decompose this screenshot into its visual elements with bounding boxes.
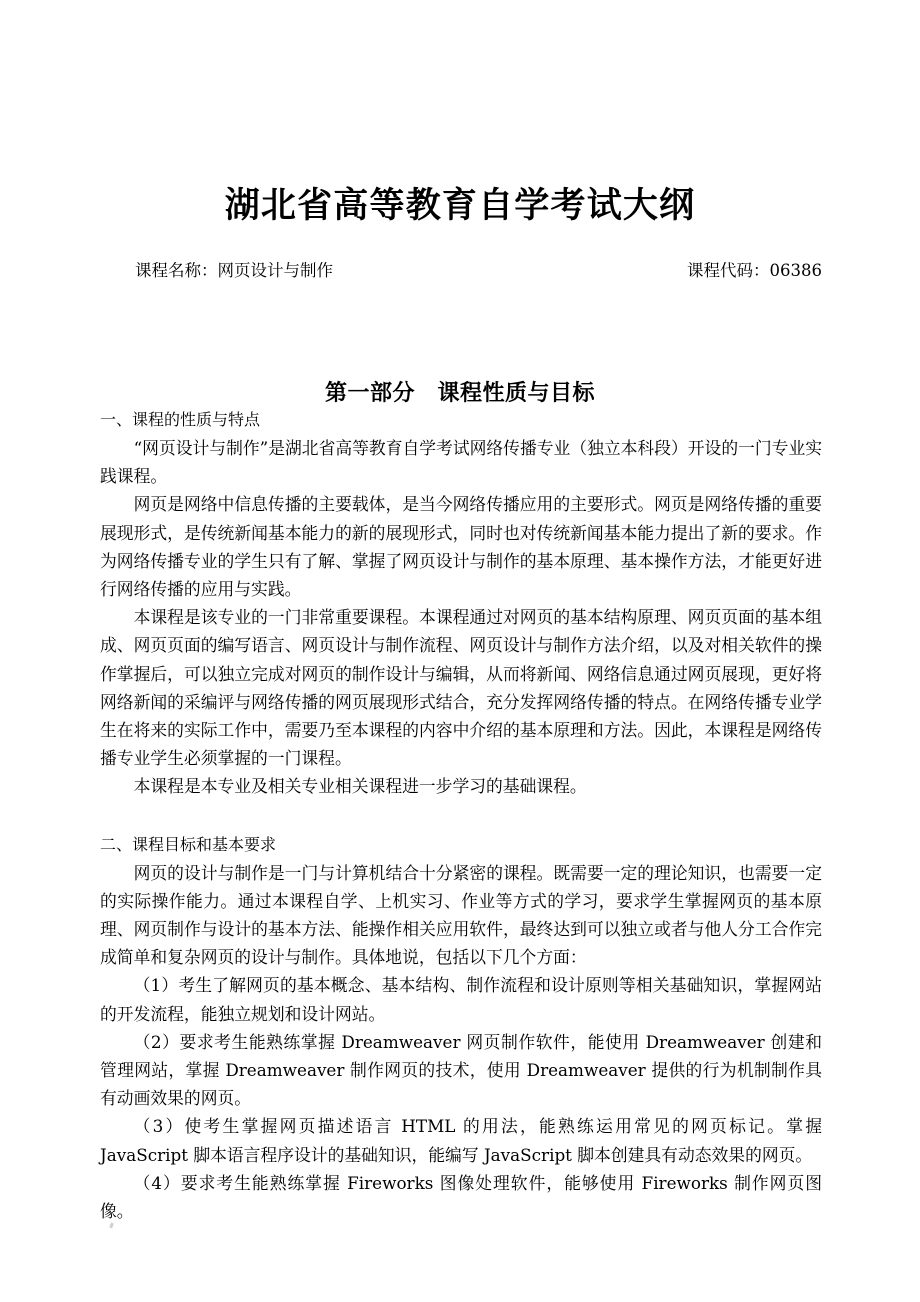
section-1-paragraph-1: “网页设计与制作”是湖北省高等教育自学考试网络传播专业（独立本科段）开设的一门专业实践课程。 [100,438,823,487]
section-heading-2: 二、课程目标和基本要求 [100,834,277,854]
section-1-paragraph-4: 本课程是本专业及相关专业相关课程进一步学习的基础课程。 [133,776,587,797]
section-heading-1: 一、课程的性质与特点 [100,410,261,429]
section-1-paragraph-2: 网页是网络中信息传播的主要载体，是当今网络传播应用的主要形式。网页是网络传播的重要展现形式，是传统新闻基本能力的新的展现形式，同时也对传统新闻基本能力提出了新的要求。作为网络传播专业的学生只有了解、掌握了网页设计与制作的基本原理、基本操作方法，才能更好进行网络传播的应用与实践。 [100,494,822,600]
scan-artifact [109,1223,114,1229]
course-name-label: 课程名称：网页设计与制作 [135,261,333,280]
section-2-item-2: （2）要求考生能熟练掌握 Dreamweaver 网页制作软件，能使用 Dreamweaver 创建和管理网站，掌握 Dreamweaver 制作网页的技术，使用 Dreamweaver 提供的行为机制制作具有动画效果的网页。 [100,1031,822,1109]
section-2-item-4: （4）要求考生能熟练掌握 Fireworks 图像处理软件，能够使用 Fireworks 制作网页图像。 [100,1172,822,1222]
course-code-label: 课程代码：06386 [687,261,822,280]
section-2-paragraph-1: 网页的设计与制作是一门与计算机结合十分紧密的课程。既需要一定的理论知识，也需要一定的实际操作能力。通过本课程自学、上机实习、作业等方式的学习，要求学生掌握网页的基本原理、网页制作与设计的基本方法、能操作相关应用软件，最终达到可以独立或者与他人分工合作完成简单和复杂网页的设计与制作。具体地说，包括以下几个方面： [100,862,822,968]
part-heading: 第一部分 课程性质与目标 [324,381,595,407]
section-gap [100,801,822,831]
section-1-paragraph-3: 本课程是该专业的一门非常重要课程。本课程通过对网页的基本结构原理、网页页面的基本组成、网页页面的编写语言、网页设计与制作流程、网页设计与制作方法介绍，以及对相关软件的操作掌握后，可以独立完成对网页的制作设计与编辑，从而将新闻、网络信息通过网页展现，更好将网络新闻的采编评与网络传播的网页展现形式结合，充分发挥网络传播的特点。在网络传播专业学生在将来的实际工作中，需要乃至本课程的内容中介绍的基本原理和方法。因此，本课程是网络传播专业学生必须掌握的一门课程。 [100,607,822,769]
page-title: 湖北省高等教育自学考试大纲 [224,186,696,227]
section-2-item-1: （1）考生了解网页的基本概念、基本结构、制作流程和设计原则等相关基础知识，掌握网站的开发流程，能独立规划和设计网站。 [100,975,822,1024]
course-meta-line [135,258,822,284]
section-2-item-3: （3）使考生掌握网页描述语言 HTML 的用法，能熟练运用常见的网页标记。掌握 JavaScript 脚本语言程序设计的基础知识，能编写 JavaScript 脚本创建具有动态效果的网页。 [100,1116,822,1165]
body-content [100,406,822,1225]
